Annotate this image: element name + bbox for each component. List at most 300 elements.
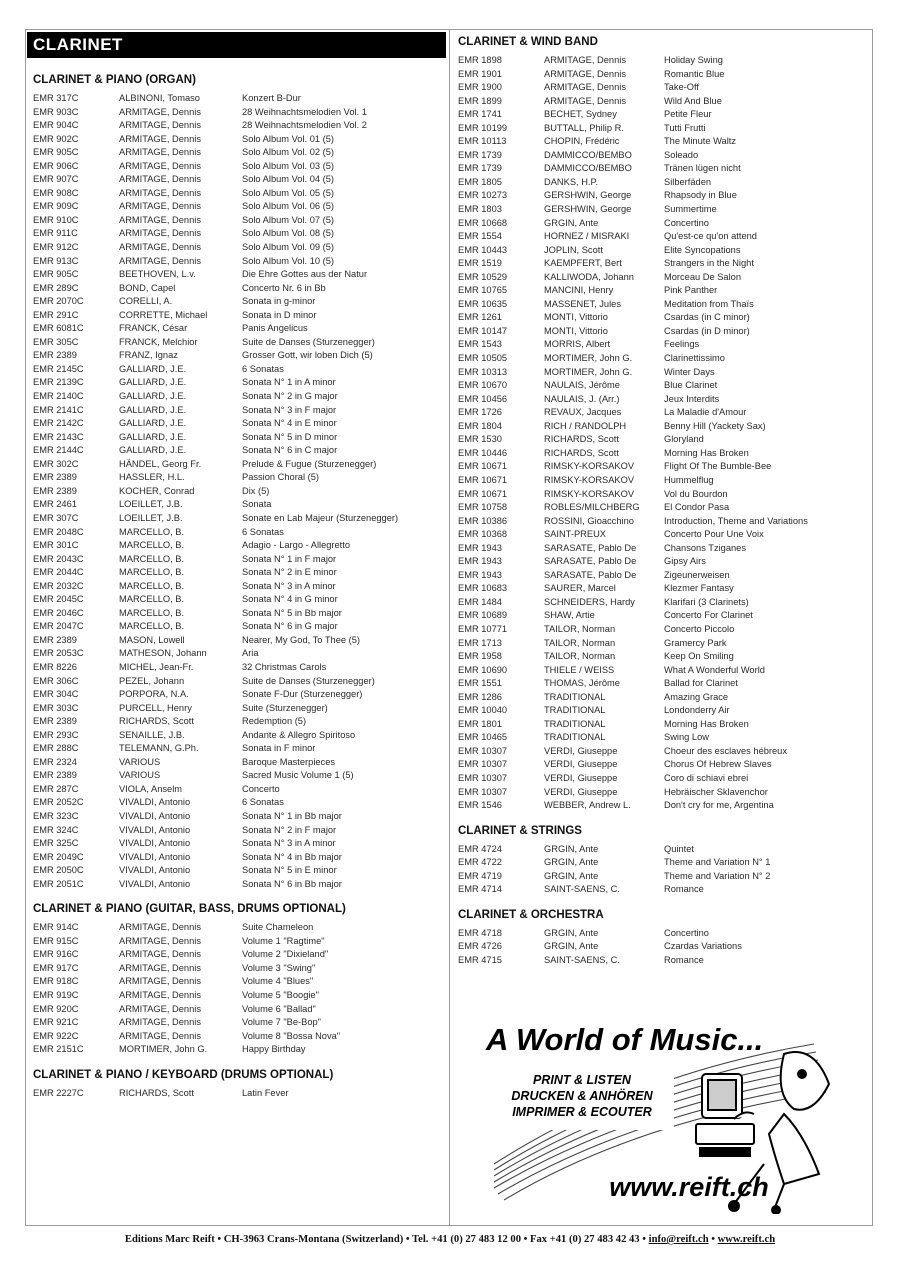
work-title: Sonate F-Dur (Sturzenegger) xyxy=(242,689,363,700)
footer-email-link[interactable]: info@reift.ch xyxy=(648,1234,709,1245)
catalog-row xyxy=(33,444,446,458)
catalog-number: EMR 1901 xyxy=(458,68,502,79)
catalog-row xyxy=(33,647,446,661)
composer-name: DAMMICCO/BEMBO xyxy=(544,149,632,160)
catalog-row xyxy=(458,149,866,163)
catalog-row xyxy=(33,282,446,296)
composer-name: NAULAIS, Jérôme xyxy=(544,380,620,391)
work-title: Feelings xyxy=(664,339,700,350)
composer-name: RICHARDS, Scott xyxy=(119,716,194,727)
work-title: Die Ehre Gottes aus der Natur xyxy=(242,269,368,280)
catalog-number: EMR 293C xyxy=(33,729,79,740)
footer-separator: • xyxy=(711,1234,715,1245)
work-title: Volume 5 "Boogie" xyxy=(242,990,319,1000)
catalog-number: EMR 317C xyxy=(33,93,79,103)
work-title: Theme and Variation N° 1 xyxy=(664,857,771,868)
work-title: Sonata in g-minor xyxy=(242,296,316,307)
footer-website-link[interactable]: www.reift.ch xyxy=(717,1234,776,1245)
work-title: Take-Off xyxy=(664,82,699,93)
catalog-row xyxy=(458,870,866,884)
composer-name: VERDI, Giuseppe xyxy=(544,759,618,770)
composer-name: ARMITAGE, Dennis xyxy=(119,949,201,960)
composer-name: KALLIWODA, Johann xyxy=(544,271,634,282)
catalog-row xyxy=(33,336,446,350)
catalog-number: EMR 2141C xyxy=(33,404,84,415)
work-title: Csardas (in C minor) xyxy=(664,312,750,323)
page-title: CLARINET xyxy=(27,32,446,58)
catalog-number: EMR 2389 xyxy=(33,716,77,727)
composer-name: GRGIN, Ante xyxy=(544,857,599,868)
composer-name: FRANCK, César xyxy=(119,323,188,334)
composer-name: MICHEL, Jean-Fr. xyxy=(119,661,194,672)
catalog-row xyxy=(458,203,866,217)
composer-name: TRADITIONAL xyxy=(544,691,606,702)
catalog-row xyxy=(33,715,446,729)
catalog-row xyxy=(458,366,866,380)
catalog-row xyxy=(33,580,446,594)
catalog-row xyxy=(458,298,866,312)
catalog-row xyxy=(33,675,446,689)
catalog-row xyxy=(33,1043,446,1057)
catalog-number: EMR 2050C xyxy=(33,865,84,876)
catalog-number: EMR 2043C xyxy=(33,553,84,564)
catalog-row xyxy=(458,772,866,786)
work-title: Don't cry for me, Argentina xyxy=(664,800,774,811)
work-title: El Condor Pasa xyxy=(664,502,730,513)
catalog-row xyxy=(33,417,446,431)
composer-name: RIMSKY-KORSAKOV xyxy=(544,474,635,485)
catalog-number: EMR 1943 xyxy=(458,556,502,567)
catalog-row xyxy=(458,311,866,325)
catalog-row xyxy=(458,650,866,664)
work-title: Volume 2 "Dixieland" xyxy=(242,949,329,960)
catalog-number: EMR 911C xyxy=(33,228,78,239)
catalog-number: EMR 1739 xyxy=(458,149,502,160)
composer-name: GERSHWIN, George xyxy=(544,204,632,215)
work-title: Flight Of The Bumble-Bee xyxy=(664,461,772,472)
work-title: Klarifari (3 Clarinets) xyxy=(664,596,749,607)
composer-name: THOMAS, Jérôme xyxy=(544,678,620,689)
ad-url: www.reift.ch xyxy=(609,1172,769,1202)
work-title: Suite (Sturzenegger) xyxy=(242,702,328,713)
composer-name: HORNEZ / MISRAKI xyxy=(544,231,630,242)
section-heading: CLARINET & PIANO / KEYBOARD (DRUMS OPTIONAL) xyxy=(33,1068,334,1081)
work-title: Solo Album Vol. 06 (5) xyxy=(242,201,334,212)
work-title: Concertino xyxy=(664,217,709,228)
work-title: 28 Weihnachtsmelodien Vol. 1 xyxy=(242,106,367,117)
catalog-number: EMR 10313 xyxy=(458,366,508,377)
catalog-row xyxy=(33,214,446,228)
catalog-row xyxy=(33,962,446,976)
composer-name: VIVALDI, Antonio xyxy=(119,851,191,862)
catalog-number: EMR 902C xyxy=(33,133,79,144)
work-title: Winter Days xyxy=(664,366,715,377)
composer-name: ARMITAGE, Dennis xyxy=(544,55,626,65)
work-title: 6 Sonatas xyxy=(242,526,284,537)
catalog-row xyxy=(458,745,866,759)
catalog-number: EMR 10147 xyxy=(458,325,508,336)
catalog-row xyxy=(458,433,866,447)
composer-name: SARASATE, Pablo De xyxy=(544,556,637,567)
composer-name: GALLIARD, J.E. xyxy=(119,431,187,442)
catalog-row xyxy=(458,284,866,298)
catalog-number: EMR 302C xyxy=(33,458,79,469)
catalog-row xyxy=(458,81,866,95)
composer-name: GERSHWIN, George xyxy=(544,190,632,201)
composer-name: MASON, Lowell xyxy=(119,634,185,645)
catalog-row xyxy=(33,1030,446,1044)
work-title: Choeur des esclaves hébreux xyxy=(664,745,787,756)
catalog-number: EMR 10683 xyxy=(458,583,508,594)
catalog-number: EMR 2051C xyxy=(33,878,84,889)
work-title: Sonata N° 4 in E minor xyxy=(242,418,337,429)
catalog-row xyxy=(33,837,446,851)
catalog-list xyxy=(458,54,866,813)
composer-name: TRADITIONAL xyxy=(544,705,606,716)
catalog-number: EMR 1530 xyxy=(458,434,502,445)
column-divider xyxy=(449,29,450,1226)
composer-name: GRGIN, Ante xyxy=(544,941,599,952)
catalog-number: EMR 1543 xyxy=(458,339,502,350)
catalog-number: EMR 905C xyxy=(33,269,79,280)
composer-name: MONTI, Vittorio xyxy=(544,325,608,336)
catalog-row xyxy=(33,634,446,648)
composer-name: ARMITAGE, Dennis xyxy=(119,922,201,933)
work-title: Volume 1 "Ragtime" xyxy=(242,935,325,946)
work-title: Sonate en Lab Majeur (Sturzenegger) xyxy=(242,512,399,523)
work-title: Blue Clarinet xyxy=(664,380,718,391)
catalog-number: EMR 1805 xyxy=(458,176,502,187)
composer-name: ARMITAGE, Dennis xyxy=(119,990,201,1000)
work-title: Dix (5) xyxy=(242,485,270,496)
right-sections xyxy=(458,36,866,967)
catalog-number: EMR 1286 xyxy=(458,691,502,702)
catalog-number: EMR 1261 xyxy=(458,312,502,323)
composer-name: NAULAIS, J. (Arr.) xyxy=(544,393,620,404)
work-title: Redemption (5) xyxy=(242,716,307,727)
left-column xyxy=(33,32,446,1100)
work-title: Soleado xyxy=(664,149,699,160)
catalog-row xyxy=(33,661,446,675)
work-title: Nearer, My God, To Thee (5) xyxy=(242,634,360,645)
composer-name: ARMITAGE, Dennis xyxy=(119,120,201,131)
catalog-number: EMR 917C xyxy=(33,962,79,973)
catalog-number: EMR 1943 xyxy=(458,569,502,580)
composer-name: RIMSKY-KORSAKOV xyxy=(544,461,635,472)
composer-name: GALLIARD, J.E. xyxy=(119,391,187,402)
catalog-number: EMR 2140C xyxy=(33,391,84,402)
catalog-list xyxy=(33,921,446,1056)
ad-line-2: DRUCKEN & ANHÖREN xyxy=(511,1089,653,1103)
catalog-number: EMR 2032C xyxy=(33,580,84,591)
catalog-row xyxy=(33,322,446,336)
catalog-number: EMR 1739 xyxy=(458,163,502,174)
catalog-row xyxy=(33,227,446,241)
catalog-row xyxy=(33,553,446,567)
work-title: Grosser Gott, wir loben Dich (5) xyxy=(242,350,373,361)
catalog-row xyxy=(458,883,866,897)
work-title: Sonata N° 1 in A minor xyxy=(242,377,336,388)
catalog-number: EMR 907C xyxy=(33,174,79,185)
catalog-row xyxy=(33,471,446,485)
catalog-number: EMR 903C xyxy=(33,106,79,117)
section-heading: CLARINET & STRINGS xyxy=(458,824,582,837)
catalog-row xyxy=(33,119,446,133)
composer-name: HÄNDEL, Georg Fr. xyxy=(119,458,202,469)
catalog-row xyxy=(458,352,866,366)
catalog-row xyxy=(458,379,866,393)
work-title: Sonata N° 5 in Bb major xyxy=(242,607,342,618)
catalog-number: EMR 4718 xyxy=(458,927,502,938)
catalog-number: EMR 4719 xyxy=(458,870,502,881)
work-title: Chansons Tziganes xyxy=(664,542,747,553)
work-title: Romantic Blue xyxy=(664,68,725,79)
composer-name: MARCELLO, B. xyxy=(119,580,185,591)
catalog-row xyxy=(458,217,866,231)
work-title: Benny Hill (Yackety Sax) xyxy=(664,420,766,431)
catalog-number: EMR 2052C xyxy=(33,797,84,808)
catalog-row xyxy=(33,404,446,418)
catalog-row xyxy=(458,474,866,488)
catalog-number: EMR 2048C xyxy=(33,526,84,537)
composer-name: ARMITAGE, Dennis xyxy=(119,976,201,987)
catalog-row xyxy=(33,1087,446,1101)
catalog-row xyxy=(458,325,866,339)
work-title: Panis Angelicus xyxy=(242,323,308,334)
catalog-row xyxy=(33,796,446,810)
catalog-number: EMR 10113 xyxy=(458,136,507,147)
work-title: Quintet xyxy=(664,843,694,854)
catalog-row xyxy=(458,582,866,596)
catalog-number: EMR 2070C xyxy=(33,296,84,307)
catalog-number: EMR 2389 xyxy=(33,634,77,645)
composer-name: VIOLA, Anselm xyxy=(119,783,183,794)
composer-name: MARCELLO, B. xyxy=(119,526,185,537)
composer-name: TAILOR, Norman xyxy=(544,651,616,662)
work-title: 32 Christmas Carols xyxy=(242,661,327,672)
catalog-row xyxy=(33,702,446,716)
work-title: Londonderry Air xyxy=(664,705,730,716)
catalog-number: EMR 325C xyxy=(33,838,79,849)
composer-name: ARMITAGE, Dennis xyxy=(119,1017,201,1028)
work-title: Gipsy Airs xyxy=(664,556,706,567)
composer-name: ARMITAGE, Dennis xyxy=(119,147,201,158)
catalog-row xyxy=(458,406,866,420)
catalog-number: EMR 1551 xyxy=(458,678,502,689)
catalog-list xyxy=(33,92,446,891)
catalog-row xyxy=(458,95,866,109)
catalog-number: EMR 912C xyxy=(33,242,79,253)
catalog-row xyxy=(458,189,866,203)
catalog-row xyxy=(33,309,446,323)
catalog-row xyxy=(33,864,446,878)
catalog-number: EMR 920C xyxy=(33,1003,79,1014)
catalog-row xyxy=(33,810,446,824)
work-title: Jeux Interdits xyxy=(664,393,720,404)
catalog-row xyxy=(458,271,866,285)
catalog-row xyxy=(33,526,446,540)
work-title: Solo Album Vol. 03 (5) xyxy=(242,160,334,171)
catalog-number: EMR 904C xyxy=(33,120,79,131)
work-title: What A Wonderful World xyxy=(664,664,765,675)
composer-name: VIVALDI, Antonio xyxy=(119,810,191,821)
catalog-row xyxy=(33,824,446,838)
catalog-number: EMR 2044C xyxy=(33,567,84,578)
composer-name: GALLIARD, J.E. xyxy=(119,418,187,429)
composer-name: MORTIMER, John G. xyxy=(544,366,633,377)
catalog-number: EMR 10671 xyxy=(458,488,508,499)
catalog-number: EMR 323C xyxy=(33,810,79,821)
work-title: Gloryland xyxy=(664,434,704,445)
composer-name: MARCELLO, B. xyxy=(119,567,185,578)
catalog-row xyxy=(33,769,446,783)
catalog-number: EMR 915C xyxy=(33,935,79,946)
composer-name: LOEILLET, J.B. xyxy=(119,512,183,523)
catalog-number: EMR 1726 xyxy=(458,407,502,418)
catalog-number: EMR 305C xyxy=(33,336,79,347)
catalog-row xyxy=(458,596,866,610)
work-title: Tutti Frutti xyxy=(664,122,706,133)
catalog-row xyxy=(458,460,866,474)
work-title: Volume 3 "Swing" xyxy=(242,962,316,973)
work-title: Solo Album Vol. 10 (5) xyxy=(242,255,334,266)
work-title: 6 Sonatas xyxy=(242,363,284,374)
work-title: Solo Album Vol. 07 (5) xyxy=(242,214,334,225)
catalog-row xyxy=(458,799,866,813)
work-title: Concerto For Clarinet xyxy=(664,610,753,621)
work-title: Vol du Bourdon xyxy=(664,488,728,499)
composer-name: GRGIN, Ante xyxy=(544,870,599,881)
catalog-number: EMR 2389 xyxy=(33,485,77,496)
catalog-number: EMR 10670 xyxy=(458,380,508,391)
work-title: Romance xyxy=(664,884,704,895)
catalog-row xyxy=(33,756,446,770)
catalog-row xyxy=(33,200,446,214)
work-title: Holiday Swing xyxy=(664,55,723,65)
catalog-number: EMR 10307 xyxy=(458,772,508,783)
catalog-number: EMR 909C xyxy=(33,201,79,212)
composer-name: VIVALDI, Antonio xyxy=(119,865,191,876)
catalog-row xyxy=(458,691,866,705)
composer-name: GALLIARD, J.E. xyxy=(119,363,187,374)
composer-name: VIVALDI, Antonio xyxy=(119,797,191,808)
catalog-number: EMR 10690 xyxy=(458,664,508,675)
composer-name: ARMITAGE, Dennis xyxy=(119,1030,201,1041)
ad-line-3: IMPRIMER & ECOUTER xyxy=(512,1105,652,1119)
composer-name: BECHET, Sydney xyxy=(544,109,617,120)
composer-name: CORRETTE, Michael xyxy=(119,309,208,320)
catalog-row xyxy=(458,447,866,461)
catalog-row xyxy=(33,742,446,756)
composer-name: TAILOR, Norman xyxy=(544,623,616,634)
composer-name: SENAILLE, J.B. xyxy=(119,729,185,740)
catalog-row xyxy=(33,133,446,147)
catalog-row xyxy=(33,1003,446,1017)
work-title: Amazing Grace xyxy=(664,691,729,702)
catalog-number: EMR 2227C xyxy=(33,1087,84,1098)
catalog-number: EMR 2053C xyxy=(33,648,84,659)
composer-name: SAURER, Marcel xyxy=(544,583,616,594)
composer-name: DANKS, H.P. xyxy=(544,176,599,187)
work-title: Sonata N° 4 in G minor xyxy=(242,594,338,605)
work-title: Volume 6 "Ballad" xyxy=(242,1003,316,1014)
composer-name: RICHARDS, Scott xyxy=(544,434,619,445)
work-title: Morning Has Broken xyxy=(664,718,749,729)
work-title: Pink Panther xyxy=(664,285,718,296)
composer-name: MATHESON, Johann xyxy=(119,648,207,659)
catalog-number: EMR 919C xyxy=(33,990,79,1000)
composer-name: TAILOR, Norman xyxy=(544,637,616,648)
catalog-number: EMR 291C xyxy=(33,309,79,320)
catalog-number: EMR 306C xyxy=(33,675,79,686)
composer-name: BEETHOVEN, L.v. xyxy=(119,269,196,280)
catalog-row xyxy=(458,731,866,745)
composer-name: REVAUX, Jacques xyxy=(544,407,622,418)
composer-name: ARMITAGE, Dennis xyxy=(119,133,201,144)
composer-name: RIMSKY-KORSAKOV xyxy=(544,488,635,499)
catalog-number: EMR 1943 xyxy=(458,542,502,553)
catalog-row xyxy=(458,664,866,678)
catalog-number: EMR 2389 xyxy=(33,472,77,483)
composer-name: TRADITIONAL xyxy=(544,718,606,729)
catalog-number: EMR 10446 xyxy=(458,447,508,458)
work-title: Gramercy Park xyxy=(664,637,727,648)
catalog-number: EMR 4714 xyxy=(458,884,502,895)
work-title: Sacred Music Volume 1 (5) xyxy=(242,770,354,781)
catalog-number: EMR 2045C xyxy=(33,594,84,605)
catalog-section xyxy=(33,74,446,891)
work-title: Sonata N° 1 in F major xyxy=(242,553,337,564)
catalog-row xyxy=(33,921,446,935)
catalog-row xyxy=(33,878,446,892)
composer-name: MASSENET, Jules xyxy=(544,298,621,309)
work-title: The Minute Waltz xyxy=(664,136,736,147)
catalog-number: EMR 1958 xyxy=(458,651,502,662)
composer-name: CHOPIN, Frédéric xyxy=(544,136,620,147)
work-title: Czardas Variations xyxy=(664,941,742,952)
composer-name: RICHARDS, Scott xyxy=(544,447,619,458)
catalog-row xyxy=(33,295,446,309)
work-title: Suite de Danses (Sturzenegger) xyxy=(242,336,375,347)
work-title: Suite de Danses (Sturzenegger) xyxy=(242,675,375,686)
catalog-number: EMR 2049C xyxy=(33,851,84,862)
catalog-row xyxy=(458,122,866,136)
catalog-number: EMR 4722 xyxy=(458,857,502,868)
catalog-row xyxy=(458,609,866,623)
composer-name: KAEMPFERT, Bert xyxy=(544,258,622,269)
catalog-number: EMR 922C xyxy=(33,1030,79,1041)
advertisement-banner xyxy=(484,1014,860,1214)
catalog-number: EMR 10758 xyxy=(458,502,508,513)
catalog-row xyxy=(33,607,446,621)
catalog-number: EMR 287C xyxy=(33,783,79,794)
catalog-row xyxy=(458,940,866,954)
catalog-row xyxy=(33,146,446,160)
catalog-row xyxy=(33,241,446,255)
composer-name: ARMITAGE, Dennis xyxy=(119,201,201,212)
catalog-row xyxy=(458,162,866,176)
work-title: Klezmer Fantasy xyxy=(664,583,734,594)
catalog-number: EMR 8226 xyxy=(33,661,77,672)
section-heading: CLARINET & PIANO (ORGAN) xyxy=(33,74,196,86)
catalog-row xyxy=(458,501,866,515)
work-title: Adagio - Largo - Allegretto xyxy=(242,540,351,551)
work-title: Coro di schiavi ebrei xyxy=(664,772,749,783)
catalog-row xyxy=(33,431,446,445)
work-title: Solo Album Vol. 08 (5) xyxy=(242,228,334,239)
catalog-row xyxy=(458,68,866,82)
composer-name: ROBLES/MILCHBERG xyxy=(544,502,640,513)
